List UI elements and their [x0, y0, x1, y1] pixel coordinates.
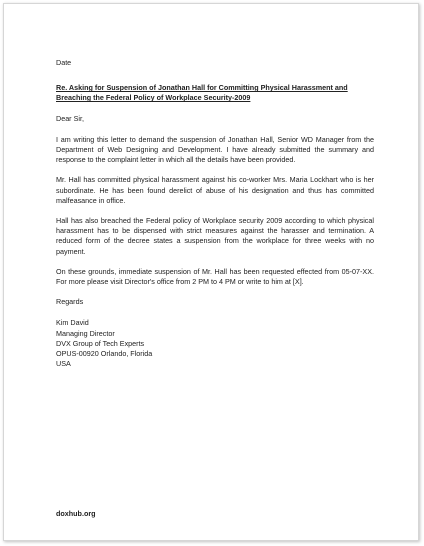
- signature-block: [56, 318, 374, 369]
- salutation: Dear Sir,: [56, 113, 84, 123]
- paragraph-3: Hall has also breached the Federal policy of Workplace security 2009 according to which physical harassment has to be dispensed with strict measures against the harasser and termination. A reduced form of the decree states a suspension from the workplace for three weeks with no payment.: [56, 216, 374, 256]
- signer-name: Kim David: [56, 318, 89, 328]
- document-page: [3, 3, 419, 541]
- signer-country: USA: [56, 359, 71, 369]
- signer-title: Managing Director: [56, 328, 115, 338]
- paragraph-1: I am writing this letter to demand the suspension of Jonathan Hall, Senior WD Manager from the Department of Web Designing and Development. I have already submitted the summary and response to the complaint letter in which all the details have been provided.: [56, 134, 374, 165]
- letter-date: Date: [56, 58, 72, 67]
- letter-body: [56, 58, 374, 369]
- subject-line-2: Breaching the Federal Policy of Workplace Security-2009: [56, 93, 251, 103]
- signer-address: OPUS-00920 Orlando, Florida: [56, 349, 153, 359]
- letter-subject: [56, 83, 374, 103]
- footer-site-label: doxhub.org: [56, 509, 96, 518]
- closing: Regards: [56, 297, 84, 307]
- paragraph-2: Mr. Hall has committed physical harassment against his co-worker Mrs. Maria Lockhart who is her subordinate. He has been found derelict of abuse of his designation and thus has committed malfeasance in office.: [56, 175, 374, 205]
- paragraph-4: On these grounds, immediate suspension of Mr. Hall has been requested effected from 05-07-XX. For more please visit Director's office from 2 PM to 4 PM or write to him at [X].: [56, 266, 374, 287]
- subject-line-1: Re. Asking for Suspension of Jonathan Hall for Committing Physical Harassment and: [56, 83, 348, 93]
- signer-company: DVX Group of Tech Experts: [56, 338, 145, 348]
